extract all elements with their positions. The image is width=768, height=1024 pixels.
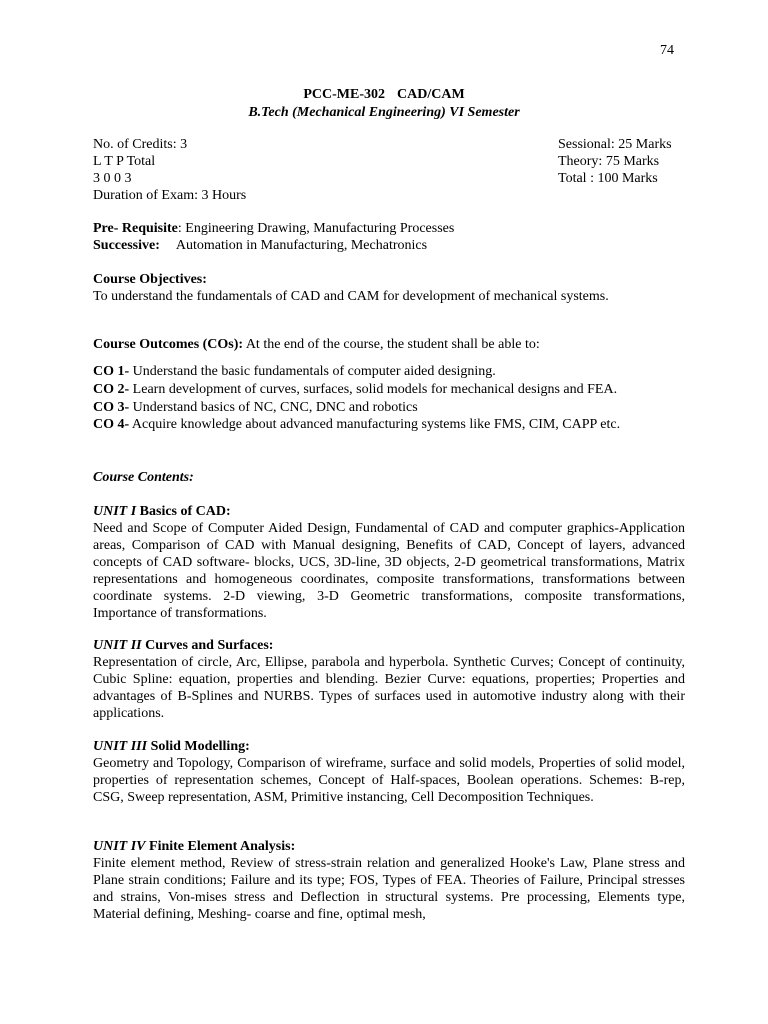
unit-label: UNIT IV xyxy=(93,839,146,854)
outcome-label: CO 3- xyxy=(93,400,130,415)
sessional-marks: Sessional: 25 Marks xyxy=(558,137,672,152)
unit-text: Geometry and Topology, Comparison of wireframe, surface and solid models, Properties of solid model, properties of representation schemes, Concept of Half-spaces, Boolean operations. Schemes: B-rep, CSG, Sweep representation, ASM, Primitive instancing, Cell Decomposition Techniques. xyxy=(93,756,685,805)
unit-title: Basics of CAD: xyxy=(136,504,231,519)
outcome-label: CO 4- xyxy=(93,417,130,432)
objectives-heading: Course Objectives: xyxy=(93,272,207,287)
unit-heading xyxy=(93,637,273,654)
outcome-item xyxy=(93,416,620,433)
unit-text: Representation of circle, Arc, Ellipse, parabola and hyperbola. Synthetic Curves; Concept of continuity, Cubic Spline: equation, properties and blending. Bezier Curve: equations, properties; Properties and advantages of B-Splines and NURBS. Types of surfaces used in automotive industry along with their applications. xyxy=(93,655,685,721)
course-code: PCC-ME-302 xyxy=(303,87,385,102)
page-number: 74 xyxy=(660,43,674,58)
prerequisite xyxy=(93,220,454,237)
outcome-label: CO 1- xyxy=(93,364,130,379)
outcome-text: Learn development of curves, surfaces, solid models for mechanical designs and FEA. xyxy=(129,382,618,397)
outcome-item xyxy=(93,381,617,398)
unit-label: UNIT III xyxy=(93,739,148,754)
ltp-values: 3 0 0 3 xyxy=(93,171,132,186)
outcome-text: Understand basics of NC, CNC, DNC and robotics xyxy=(129,400,418,415)
contents-heading: Course Contents: xyxy=(93,470,194,485)
outcome-text: Acquire knowledge about advanced manufacturing systems like FMS, CIM, CAPP etc. xyxy=(129,417,621,432)
unit-text: Finite element method, Review of stress-strain relation and generalized Hooke's Law, Plane stress and Plane strain conditions; Failure and its type; FOS, Types of FEA. Theories of Failure, Principal stresses and strains, Von-mises stress and Deflection in structural systems. Pre processing, Elements type, Material defining, Meshing- coarse and fine, optimal mesh, xyxy=(93,856,685,922)
outcome-item xyxy=(93,363,496,380)
credits: No. of Credits: 3 xyxy=(93,137,188,152)
unit-title: Curves and Surfaces: xyxy=(141,638,274,653)
course-subtitle: B.Tech (Mechanical Engineering) VI Semester xyxy=(248,105,520,120)
unit-heading xyxy=(93,838,295,855)
outcome-text: Understand the basic fundamentals of computer aided designing. xyxy=(129,364,496,379)
unit-title: Solid Modelling: xyxy=(147,739,250,754)
unit-title: Finite Element Analysis: xyxy=(145,839,296,854)
prerequisite-value: : Engineering Drawing, Manufacturing Processes xyxy=(177,221,455,236)
outcome-item xyxy=(93,399,418,416)
unit-heading xyxy=(93,738,250,755)
theory-marks: Theory: 75 Marks xyxy=(558,154,660,169)
unit-label: UNIT II xyxy=(93,638,142,653)
successive-value: Automation in Manufacturing, Mechatronics xyxy=(175,238,428,253)
outcome-label: CO 2- xyxy=(93,382,130,397)
successive xyxy=(93,237,427,254)
prerequisite-label: Pre- Requisite xyxy=(93,221,178,236)
outcomes-intro-text: At the end of the course, the student shall be able to: xyxy=(243,337,540,352)
objectives-text: To understand the fundamentals of CAD and CAM for development of mechanical systems. xyxy=(93,289,609,304)
unit-text: Need and Scope of Computer Aided Design, Fundamental of CAD and computer graphics-Application areas, Comparison of CAD with Manual designing, Benefits of CAD, Concept of layers, advanced concepts of CAD software- blocks, UCS, 3D-line, 3D objects, 2-D geometrical transformations, Matrix representations and homogeneous coordinates, composite transformations, transformations between coordinate systems. 2-D viewing, 3-D Geometric transformations, composite transformations, Importance of transformations. xyxy=(93,521,685,621)
exam-duration: Duration of Exam: 3 Hours xyxy=(93,188,247,203)
course-name: CAD/CAM xyxy=(397,87,465,102)
unit-label: UNIT I xyxy=(93,504,137,519)
successive-label: Successive: xyxy=(93,238,160,253)
course-title xyxy=(0,87,768,103)
unit-heading xyxy=(93,503,231,520)
total-marks: Total : 100 Marks xyxy=(558,171,658,186)
outcomes-heading: Course Outcomes (COs): xyxy=(93,337,244,352)
ltp-label: L T P Total xyxy=(93,154,156,169)
outcomes-intro xyxy=(93,336,540,353)
